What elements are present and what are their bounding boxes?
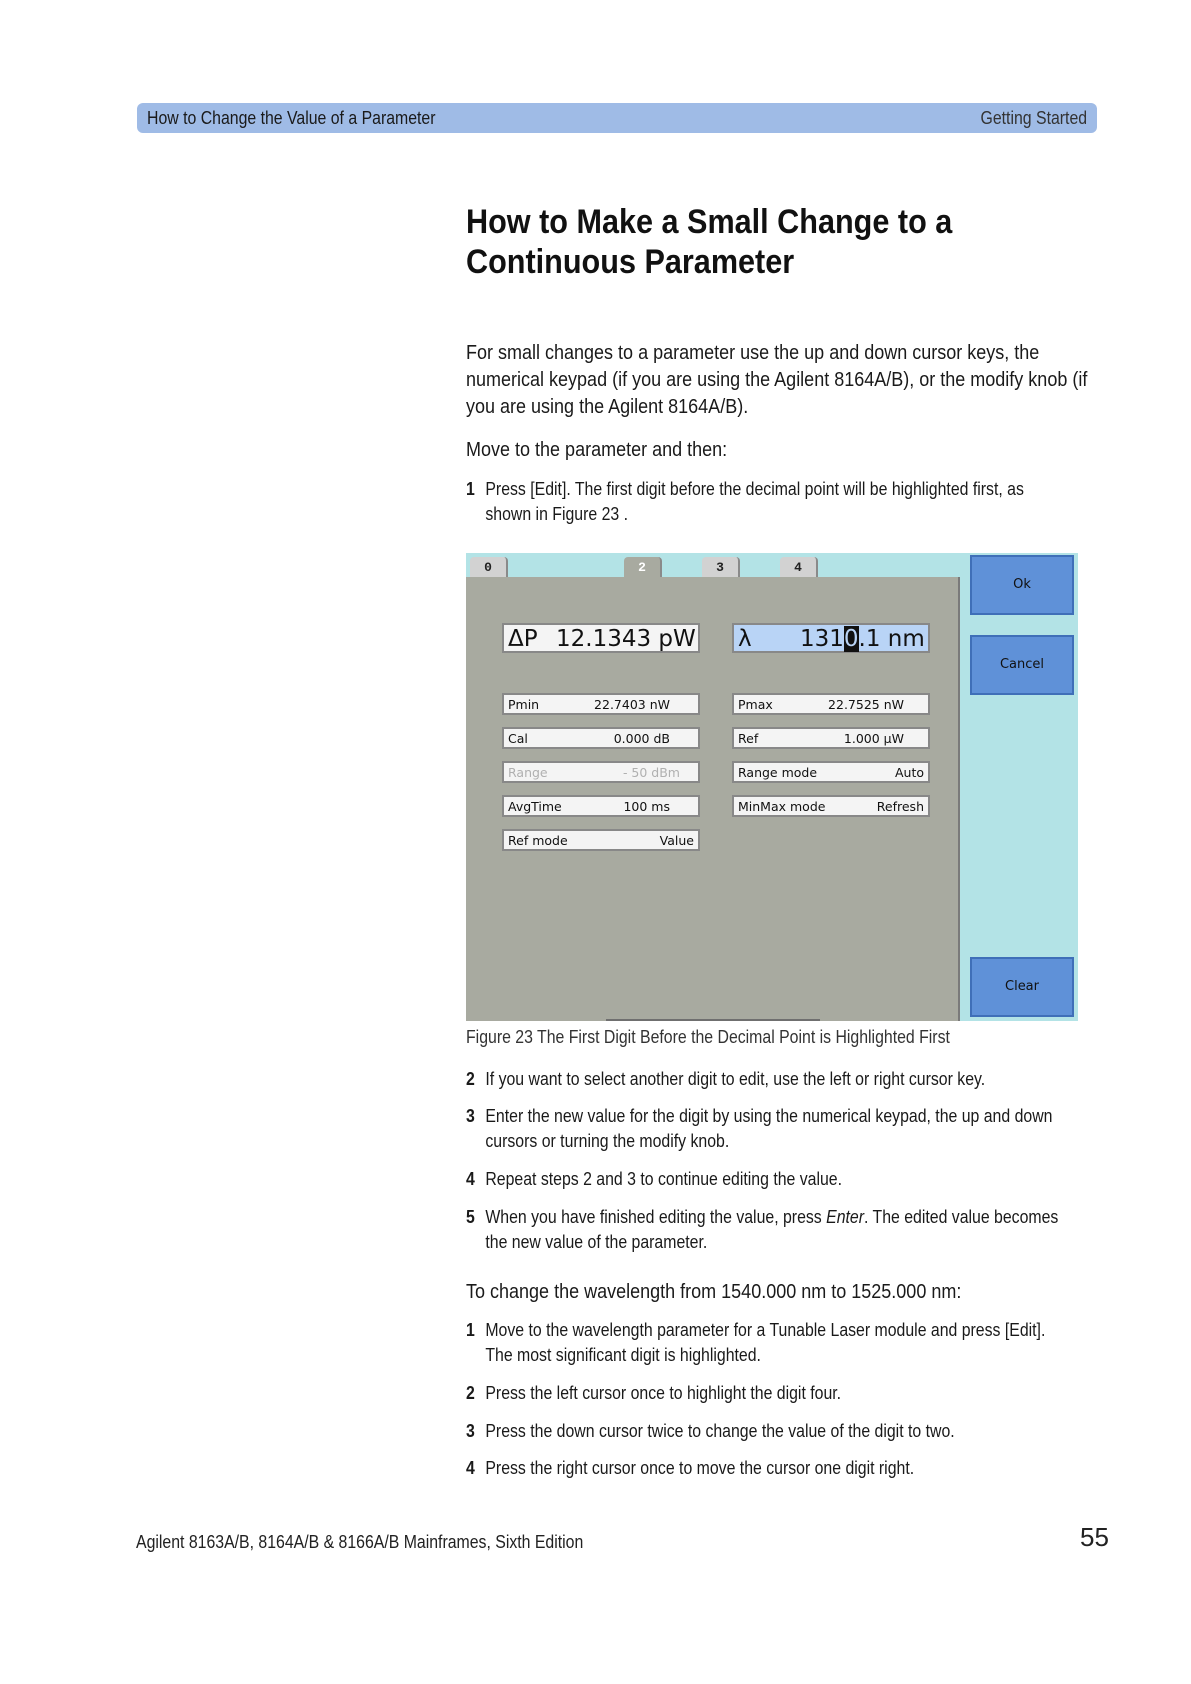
step-b-3 bbox=[466, 1104, 1073, 1154]
tab-0[interactable]: 0 bbox=[470, 557, 508, 579]
step-c-2 bbox=[466, 1381, 1073, 1406]
step-number: 1 bbox=[466, 1320, 475, 1340]
step-text: Repeat steps 2 and 3 to continue editing the value. bbox=[485, 1169, 843, 1189]
field-cal[interactable] bbox=[502, 727, 700, 749]
header-chapter-title: Getting Started bbox=[980, 108, 1087, 128]
figure-caption: Figure 23 The First Digit Before the Decimal Point is Highlighted First bbox=[466, 1027, 950, 1047]
step-number: 2 bbox=[466, 1069, 475, 1089]
ok-button[interactable]: Ok bbox=[970, 555, 1074, 615]
page-title-line-1: How to Make a Small Change to a bbox=[466, 203, 953, 241]
field-range-mode[interactable] bbox=[732, 761, 930, 783]
step-text-emphasis: Enter bbox=[826, 1207, 865, 1227]
field-ref-mode[interactable] bbox=[502, 829, 700, 851]
step-text: If you want to select another digit to edit, use the left or right cursor key. bbox=[485, 1069, 986, 1089]
edit-cursor-digit[interactable]: 0 bbox=[843, 626, 859, 652]
step-text: Press [Edit]. The first digit before the decimal point will be highlighted first, as shown in Figure 23 . bbox=[485, 479, 1024, 524]
step-text bbox=[485, 1205, 1073, 1255]
field-avgtime[interactable] bbox=[502, 795, 700, 817]
step-a-1 bbox=[466, 477, 1073, 527]
field-label: AvgTime bbox=[508, 799, 562, 814]
field-value: Value bbox=[659, 833, 694, 848]
step-text-pre: When you have finished editing the value, press bbox=[485, 1207, 827, 1227]
module-panel bbox=[466, 577, 960, 1021]
field-range bbox=[502, 761, 700, 783]
intro-paragraph: For small changes to a parameter use the up and down cursor keys, the numerical keypad (if you are using the Agilent 8164A/B), or the modify knob (if you are using the Agilent 8164A/B). bbox=[466, 342, 1088, 418]
field-minmax-mode[interactable] bbox=[732, 795, 930, 817]
field-value: Refresh bbox=[876, 799, 924, 814]
clear-button[interactable]: Clear bbox=[970, 957, 1074, 1017]
step-c-3 bbox=[466, 1419, 1073, 1444]
field-label: Ref bbox=[738, 731, 759, 746]
field-value: 100 ms bbox=[623, 799, 670, 814]
field-label: Pmin bbox=[508, 697, 540, 712]
field-value: - 50 dBm bbox=[622, 765, 680, 780]
cancel-button[interactable]: Cancel bbox=[970, 635, 1074, 695]
step-b-5 bbox=[466, 1205, 1073, 1255]
step-number: 1 bbox=[466, 479, 475, 499]
step-number: 4 bbox=[466, 1458, 475, 1478]
field-label: Cal bbox=[508, 731, 528, 746]
field-pmax[interactable] bbox=[732, 693, 930, 715]
power-value: 12.1343 pW bbox=[556, 626, 696, 652]
wavelength-value bbox=[800, 626, 925, 652]
step-number: 3 bbox=[466, 1106, 475, 1126]
step-b-2 bbox=[466, 1067, 1073, 1092]
page-number: 55 bbox=[1080, 1522, 1109, 1552]
step-text: Enter the new value for the digit by using the numerical keypad, the up and down cursors or turning the modify knob. bbox=[485, 1106, 1053, 1151]
step-text: Press the down cursor twice to change the value of the digit to two. bbox=[485, 1421, 955, 1441]
tab-4[interactable]: 4 bbox=[780, 557, 818, 579]
running-header bbox=[137, 103, 1097, 133]
field-value: 1.000 μW bbox=[843, 731, 904, 746]
tab-3[interactable]: 3 bbox=[702, 557, 740, 579]
step-text: Press the right cursor once to move the cursor one digit right. bbox=[485, 1458, 915, 1478]
lambda-symbol: λ bbox=[738, 626, 752, 652]
step-text: Press the left cursor once to highlight the digit four. bbox=[485, 1383, 842, 1403]
step-text: Move to the wavelength parameter for a Tunable Laser module and press [Edit]. The most significant digit is highlighted. bbox=[485, 1320, 1046, 1365]
field-label: MinMax mode bbox=[738, 799, 826, 814]
panel-bottom-edge bbox=[606, 1019, 820, 1021]
field-label: Ref mode bbox=[508, 833, 568, 848]
field-pmin[interactable] bbox=[502, 693, 700, 715]
page-title-line-2: Continuous Parameter bbox=[466, 243, 795, 281]
step-number: 4 bbox=[466, 1169, 475, 1189]
header-section-title: How to Change the Value of a Parameter bbox=[147, 108, 436, 128]
field-value: 22.7403 nW bbox=[594, 697, 670, 712]
field-label: Range bbox=[508, 765, 548, 780]
step-number: 3 bbox=[466, 1421, 475, 1441]
footer-document-title: Agilent 8163A/B, 8164A/B & 8166A/B Mainframes, Sixth Edition bbox=[136, 1532, 584, 1552]
step-text-post: . The edited value becomes the new value of the parameter. bbox=[485, 1207, 1059, 1252]
step-number: 2 bbox=[466, 1383, 475, 1403]
wavelength-trailing-digits: .1 nm bbox=[858, 626, 925, 652]
field-label: Range mode bbox=[738, 765, 818, 780]
field-ref[interactable] bbox=[732, 727, 930, 749]
instrument-screen-figure bbox=[466, 553, 1078, 1021]
delta-power-symbol: ΔP bbox=[508, 626, 538, 652]
field-value: Auto bbox=[894, 765, 924, 780]
tab-strip bbox=[466, 553, 958, 579]
step-b-4 bbox=[466, 1167, 1073, 1192]
move-instruction: Move to the parameter and then: bbox=[466, 439, 728, 461]
wavelength-display[interactable] bbox=[732, 623, 930, 653]
tab-2[interactable]: 2 bbox=[624, 557, 662, 579]
field-value: 22.7525 nW bbox=[828, 697, 904, 712]
step-c-1 bbox=[466, 1318, 1073, 1368]
step-number: 5 bbox=[466, 1207, 475, 1227]
field-value: 0.000 dB bbox=[613, 731, 670, 746]
field-label: Pmax bbox=[738, 697, 773, 712]
page-title bbox=[466, 202, 1024, 282]
power-display[interactable] bbox=[502, 623, 700, 653]
step-c-4 bbox=[466, 1456, 1073, 1481]
wavelength-change-intro: To change the wavelength from 1540.000 nm to 1525.000 nm: bbox=[466, 1281, 962, 1303]
wavelength-leading-digits: 131 bbox=[800, 626, 844, 652]
